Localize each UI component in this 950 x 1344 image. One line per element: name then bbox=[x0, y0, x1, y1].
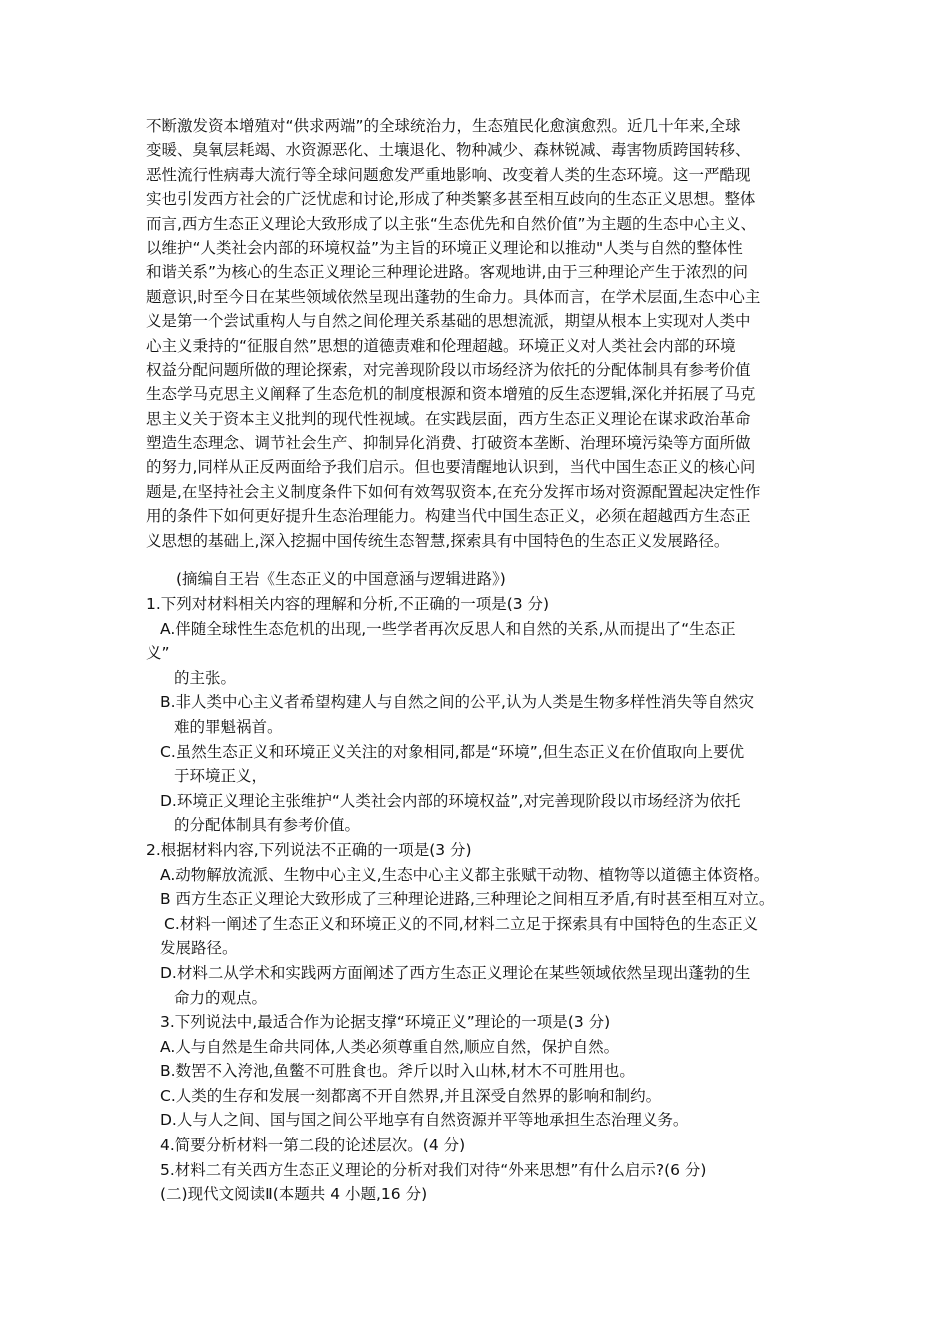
passage-line: 题是,在坚持社会主义制度条件下如何有效驾驭资本,在充分发挥市场对资源配置起决定性作 bbox=[146, 482, 761, 501]
passage-line: 义是第一个尝试重构人与自然之间伦理关系基础的思想流派，期望从根本上实现对人类中 bbox=[146, 312, 751, 331]
passage-line: 的努力,同样从正反两面给予我们启示。但也要清醒地认识到，当代中国生态正义的核心问 bbox=[146, 458, 756, 477]
question-2-option-b: B 西方生态正义理论大致形成了三种理论进路,三种理论之间相互矛盾,有时甚至相互对立。 bbox=[160, 890, 775, 909]
question-3-stem: 3.下列说法中,最适合作为论据支撑“环境正义”理论的一项是(3 分) bbox=[160, 1013, 611, 1032]
question-2-option-d-cont: 命力的观点。 bbox=[174, 988, 268, 1007]
passage-line: 用的条件下如何更好提升生态治理能力。构建当代中国生态正义，必须在超越西方生态正 bbox=[146, 507, 751, 526]
question-2-option-d: D.材料二从学术和实践两方面阐述了西方生态正义理论在某些领域依然呈现出蓬勃的生 bbox=[160, 963, 751, 982]
question-1-option-b-cont: 难的罪魁祸首。 bbox=[174, 717, 283, 736]
question-3-option-d: D.人与人之间、国与国之间公平地享有自然资源并平等地承担生态治理义务。 bbox=[160, 1111, 689, 1130]
section-heading: (二)现代文阅读Ⅱ(本题共 4 小题,16 分) bbox=[160, 1185, 428, 1204]
passage-line: 思主义关于资本主义批判的现代性视域。在实践层面，西方生态正义理论在谋求政治革命 bbox=[146, 409, 751, 428]
question-1-option-a: A.伴随全球性生态危机的出现,一些学者再次反思人和自然的关系,从而提出了“生态正 bbox=[160, 619, 736, 638]
question-2-stem: 2.根据材料内容,下列说法不正确的一项是(3 分) bbox=[146, 840, 472, 859]
question-5-stem: 5.材料二有关西方生态正义理论的分析对我们对待“外来思想”有什么启示?(6 分) bbox=[160, 1160, 707, 1179]
question-1-stem: 1.下列对材料相关内容的理解和分析,不正确的一项是(3 分) bbox=[146, 595, 550, 613]
passage-line: 和谐关系”为核心的生态正义理论三种理论进路。客观地讲,由于三种理论产生于浓烈的问 bbox=[146, 263, 748, 282]
passage-line: 恶性流行性病毒大流行等全球问题愈发严重地影响、改变着人类的生态环境。这一严酷现 bbox=[146, 165, 751, 184]
question-3-option-a: A.人与自然是生命共同体,人类必须尊重自然,顺应自然，保护自然。 bbox=[160, 1037, 620, 1056]
question-1-option-d-cont: 的分配体制具有参考价值。 bbox=[174, 816, 361, 835]
question-1-option-c: C.虽然生态正义和环境正义关注的对象相同,都是“环境”,但生态正义在价值取向上要优 bbox=[160, 742, 745, 761]
question-4-stem: 4.简要分析材料一第二段的论述层次。(4 分) bbox=[160, 1136, 466, 1155]
passage-line: 生态学马克思主义阐释了生态危机的制度根源和资本增殖的反生态逻辑,深化并拓展了马克 bbox=[146, 385, 756, 404]
question-1-option-c-cont: 于环境正义， bbox=[174, 767, 268, 786]
passage-line: 题意识,时至今日在某些领域依然呈现出蓬勃的生命力。具体而言，在学术层面,生态中心主 bbox=[146, 287, 761, 306]
question-2-option-c: C.材料一阐述了生态正义和环境正义的不同,材料二立足于探索具有中国特色的生态正义 bbox=[164, 914, 759, 933]
question-1-option-d: D.环境正义理论主张维护“人类社会内部的环境权益”,对完善现阶段以市场经济为依托 bbox=[160, 791, 741, 810]
passage-line: 塑造生态理念、调节社会生产、抑制异化消费、打破资本垄断、治理环境污染等方面所做 bbox=[146, 434, 751, 453]
question-2-option-c-cont: 发展路径。 bbox=[160, 939, 238, 958]
passage-text bbox=[146, 114, 826, 553]
questions-section bbox=[146, 592, 826, 1207]
passage-line: 变暖、臭氧层耗竭、水资源恶化、土壤退化、物种减少、森林锐减、毒害物质跨国转移、 bbox=[146, 141, 751, 160]
passage-line: 心主义秉持的“征服自然”思想的道德责难和伦理超越。环境正义对人类社会内部的环境 bbox=[146, 336, 736, 355]
question-3-option-b: B.数罟不入洿池,鱼鳖不可胜食也。斧斤以时入山林,材木不可胜用也。 bbox=[160, 1062, 635, 1081]
passage-line: 以维护“人类社会内部的环境权益”为主旨的环境正义理论和以推动"人类与自然的整体性 bbox=[146, 238, 743, 257]
passage-line: 权益分配问题所做的理论探索，对完善现阶段以市场经济为依托的分配体制具有参考价值 bbox=[146, 360, 751, 379]
question-3-option-c: C.人类的生存和发展一刻都离不开自然界,并且深受自然界的影响和制约。 bbox=[160, 1086, 662, 1105]
question-1-option-b: B.非人类中心主义者希望构建人与自然之间的公平,认为人类是生物多样性消失等自然灾 bbox=[160, 693, 754, 712]
passage-line: 实也引发西方社会的广泛忧虑和讨论,形成了种类繁多甚至相互歧向的生态正义思想。整体 bbox=[146, 190, 756, 209]
passage-source: (摘编自王岩《生态正义的中国意涵与逻辑进路》) bbox=[176, 570, 506, 588]
question-1-option-a-cont: 义” bbox=[146, 644, 170, 663]
passage-line: 而言,西方生态正义理论大致形成了以主张“生态优先和自然价值”为主题的生态中心主义、 bbox=[146, 214, 756, 233]
passage-line: 不断激发资本增殖对“供求两端”的全球统治力，生态殖民化愈演愈烈。近几十年来,全球 bbox=[146, 117, 741, 135]
passage-line: 义思想的基础上,深入挖掘中国传统生态智慧,探索具有中国特色的生态正义发展路径。 bbox=[146, 531, 730, 550]
question-1-option-a-cont: 的主张。 bbox=[174, 668, 237, 687]
question-2-option-a: A.动物解放流派、生物中心主义,生态中心主义都主张赋干动物、植物等以道德主体资格。 bbox=[160, 865, 770, 884]
